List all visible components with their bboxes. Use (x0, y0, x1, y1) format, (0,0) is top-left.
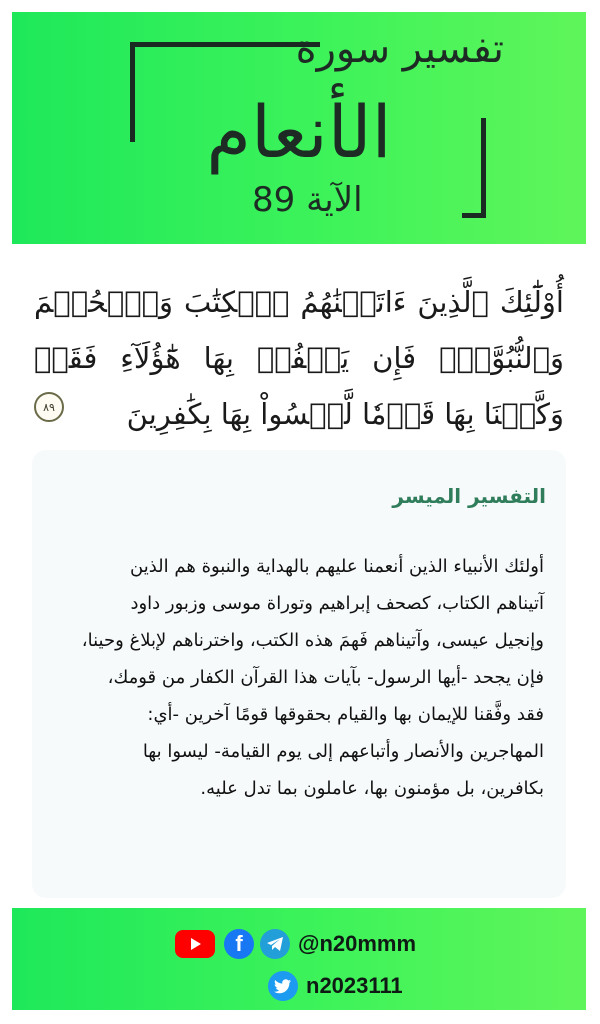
tafsir-title: التفسير الميسر (392, 484, 546, 508)
telegram-icon[interactable] (260, 929, 290, 959)
surah-name: الأنعام (206, 90, 392, 174)
tafsir-card (32, 450, 566, 898)
ayah-number-badge: ٨٩ (34, 392, 64, 422)
ayah-label: الآية 89 (252, 180, 363, 220)
header-banner (12, 12, 586, 244)
quran-verse: أُوْلَٰٓئِكَ ٱلَّذِينَ ءَاتَيۡنَٰهُمُ ٱلۡكِتَٰبَ وَٱلۡحُكۡمَ وَٱلنُّبُوَّةَۚ فَإِن يَكۡفُرۡ بِهَا هَٰٓؤُلَآءِ فَقَدۡ وَكَّلۡنَا بِهَا قَوۡمٗا لَّيۡسُواْ بِهَا بِكَٰفِرِينَ (34, 285, 564, 431)
header-subtitle: تفسير سورة (295, 26, 504, 72)
page-frame (12, 12, 586, 1010)
social-row-2 (268, 970, 403, 1002)
handle-primary[interactable]: @n20mmm (298, 931, 417, 956)
bracket-top (130, 42, 320, 47)
social-row-1 (172, 928, 416, 960)
footer-banner (12, 908, 586, 1010)
twitter-icon[interactable] (268, 971, 298, 1001)
youtube-icon[interactable] (172, 929, 218, 959)
facebook-icon[interactable]: f (224, 929, 254, 959)
tafsir-body: أولئك الأنبياء الذين أنعمنا عليهم بالهداية والنبوة هم الذين آتيناهم الكتاب، كصحف إبراهيم وتوراة موسى وزبور داود وإنجيل عيسى، وآتيناهم فَهمَ هذه الكتب، واخترناهم لإبلاغ وحينا، فإن يجحد -أيها الرسول- بآيات هذا القرآن الكفار من قومك، فقد وفَّقنا للإيمان بها والقيام بحقوقها قومًا آخرين -أي: المهاجرين والأنصار وأتباعهم إلى يوم القيامة- ليسوا بها بكافرين، بل مؤمنون بها، عاملون بما تدل عليه. (81, 556, 544, 799)
handle-twitter[interactable]: n2023111 (306, 973, 403, 998)
bracket-bottom (462, 213, 486, 218)
